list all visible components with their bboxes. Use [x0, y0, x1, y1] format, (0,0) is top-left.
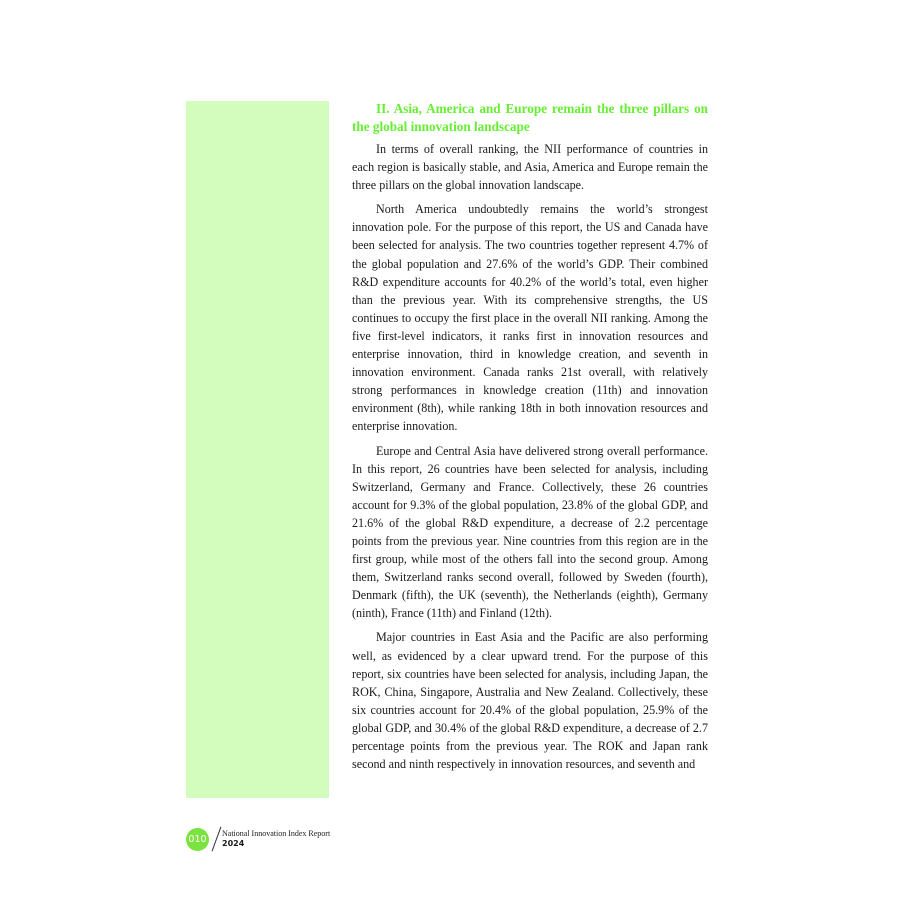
paragraph: Major countries in East Asia and the Pacific are also performing well, as evidenced by a clear upward trend. For the purpose of this report, six countries have been selected for analysis, including Japan, the ROK, China, Singapore, Australia and New Zealand. Collectively, these six countries account for 20.4% of the global population, 25.9% of the global GDP, and 30.4% of the global R&D expenditure, a decrease of 2.7 percentage points from the previous year. The ROK and Japan rank second and ninth respectively in innovation resources, and seventh and: [352, 630, 708, 772]
main-text-column: [352, 100, 708, 779]
page-footer: [186, 826, 330, 852]
paragraph: In terms of overall ranking, the NII performance of countries in each region is basically stable, and Asia, America and Europe remain the three pillars on the global innovation landscape.: [352, 142, 708, 193]
report-year: 2024: [222, 839, 245, 848]
paragraph: North America undoubtedly remains the world’s strongest innovation pole. For the purpose of this report, the US and Canada have been selected for analysis. The two countries together represent 4.7% of the global population and 27.6% of the world’s GDP. Their combined R&D expenditure accounts for 40.2% of the world’s total, even higher than the previous year. With its comprehensive strengths, the US continues to occupy the first place in the overall NII ranking. Among the five first-level indicators, it ranks first in innovation resources and enterprise innovation, third in knowledge creation, and seventh in innovation environment. Canada ranks 21st overall, with relatively strong performances in knowledge creation (11th) and innovation environment (8th), while ranking 18th in both innovation resources and enterprise innovation.: [352, 202, 708, 434]
report-title: National Innovation Index Report: [222, 829, 331, 838]
paragraph: Europe and Central Asia have delivered strong overall performance. In this report, 26 countries have been selected for analysis, including Switzerland, Germany and France. Collectively, these 26 countries account for 9.3% of the global population, 23.8% of the global GDP, and 21.6% of the global R&D expenditure, a decrease of 2.2 percentage points from the previous year. Nine countries from this region are in the first group, while most of the others fall into the second group. Among them, Switzerland ranks second overall, followed by Sweden (fourth), Denmark (fifth), the UK (seventh), the Netherlands (eighth), Germany (ninth), France (11th) and Finland (12th).: [352, 443, 708, 621]
divider-slash: [212, 827, 222, 852]
page-number-badge: 010: [186, 828, 209, 851]
decorative-sidebar-panel: [186, 101, 329, 798]
section-heading: II. Asia, America and Europe remain the three pillars on the global innovation landscape: [352, 101, 708, 134]
